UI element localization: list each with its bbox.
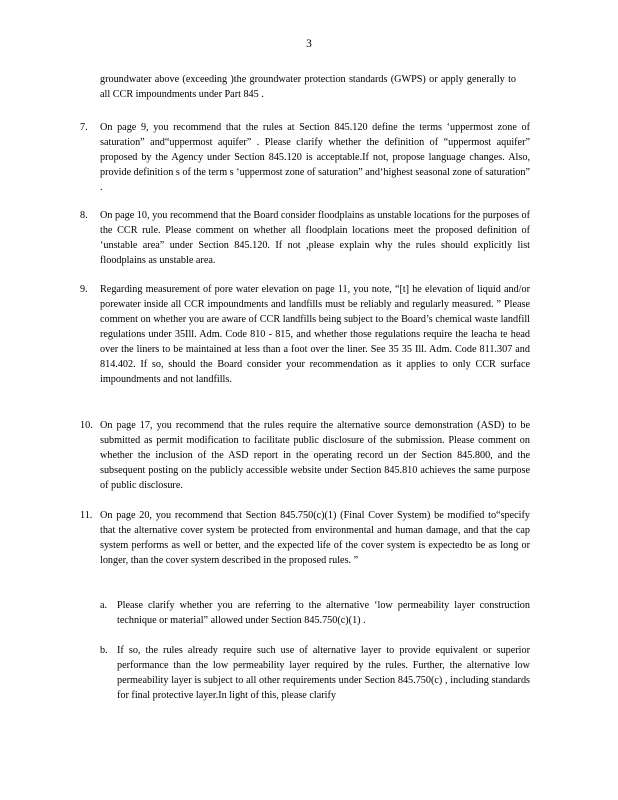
item-10-text: On page 17, you recommend that the rules require the alternative source demonstration (ASD) to be submitted as permit modification to facilitate public disclosure of the submission. Please comment on whether the inclusion of the ASD report in the operating record un der Section 845.800, and the subsequent posting on the publicly accessible website under Section 845.810 achieves the same purpose of public disclosure.: [100, 420, 530, 491]
subitem-b-text: If so, the rules already require such use of alternative layer to provide equivalent or superior performance than the low permeability layer required by the rules. Further, the alternative low permeability layer is subject to all other requirements under Section 845.750(c) , including standards for final protective layer.In light of this, please clarify: [117, 645, 530, 701]
item-8-text: On page 10, you recommend that the Board consider floodplains as unstable locations for the purposes of the CCR rule. Please comment on whether all floodplain locations meet the proposed definition of ‘unstable area” under Section 845.120. If not ,please explain why the rules should explicitly list floodplains as unstable area.: [100, 210, 530, 266]
item-7-text: On page 9, you recommend that the rules at Section 845.120 define the terms ‘uppermost zone of saturation” and“uppermost aquifer” . Please clarify whether the definition of “uppermost aquifer” proposed by the Agency under Section 845.120 is acceptable.If not, propose language changes. Also, provide definition s of the term s ‘uppermost zone of saturation” and‘highest seasonal zone of saturation” .: [100, 122, 530, 193]
subitem-a-label: a.: [100, 600, 108, 611]
page-number: 3: [306, 38, 312, 50]
item-10-number: 10.: [80, 420, 93, 431]
continuation-paragraph: groundwater above (exceeding )the groundwater protection standards (GWPS) or apply generally to all CCR impoundments under Part 845 .: [100, 74, 516, 100]
subitem-b-label: b.: [100, 645, 108, 656]
item-7-number: 7.: [80, 122, 88, 133]
item-11-text: On page 20, you recommend that Section 845.750(c)(1) (Final Cover System) be modified to“specify that the alternative cover system be protected from environmental and human damage, and that the cap system performs as well or better, and the expected life of the cover system is expectedto be as long or longer, than the cover system described in the proposed rules. ”: [100, 510, 530, 566]
item-11-number: 11.: [80, 510, 93, 521]
item-9-text: Regarding measurement of pore water elevation on page 11, you note, “[t] he elevation of liquid and/or porewater inside all CCR impoundments and landfills must be reliably and regularly measured. ” Please comment on whether you are aware of CCR landfills being subject to the Board’s chemical waste landfill regulations under 35Ill. Adm. Code 810 - 815, and whether those regulations require the leacha te head over the liners to be maintained at less than a foot over the liner. See 35 35 Ill. Adm. Code 811.307 and 814.402. If so, should the Board consider your recommendation as it applies to only CCR surface impoundments and not landfills.: [100, 284, 530, 385]
item-9-number: 9.: [80, 284, 88, 295]
item-8-number: 8.: [80, 210, 88, 221]
subitem-a-text: Please clarify whether you are referring to the alternative ‘low permeability layer construction technique or material” allowed under Section 845.750(c)(1) .: [117, 600, 530, 626]
